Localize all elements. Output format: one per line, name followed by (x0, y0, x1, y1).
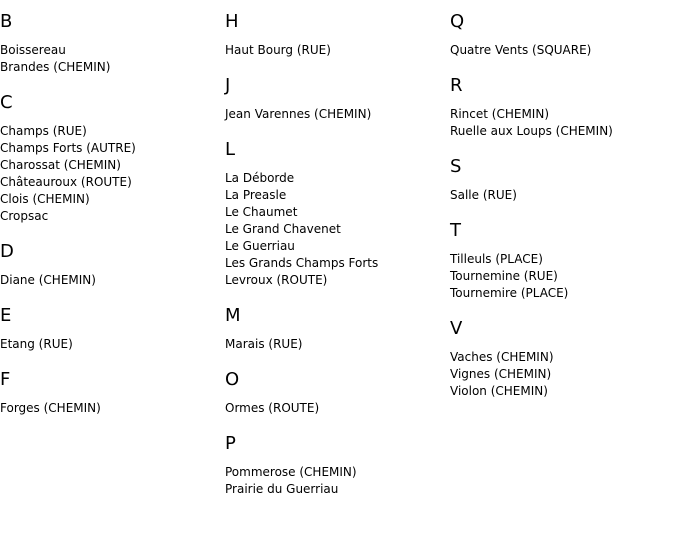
letter-heading: F (0, 369, 11, 390)
street-link[interactable]: Prairie du Guerriau (225, 482, 339, 496)
letter-heading: J (225, 75, 231, 96)
street-link[interactable]: Tournemire (PLACE) (450, 286, 569, 300)
letter-heading: H (225, 11, 239, 32)
letter-group-b (0, 11, 220, 76)
street-link[interactable]: Salle (RUE) (450, 188, 517, 202)
street-link[interactable]: Pommerose (CHEMIN) (225, 465, 357, 479)
street-link[interactable]: Châteauroux (ROUTE) (0, 175, 132, 189)
street-link[interactable]: Etang (RUE) (0, 337, 73, 351)
street-link[interactable]: Ruelle aux Loups (CHEMIN) (450, 124, 613, 138)
letter-heading: S (450, 156, 462, 177)
street-link[interactable]: Boissereau (0, 43, 66, 57)
letter-heading: C (0, 92, 13, 113)
letter-group-p (225, 433, 445, 498)
letter-group-e (0, 305, 220, 353)
letter-group-j (225, 75, 445, 123)
letter-heading: L (225, 139, 236, 160)
street-link[interactable]: Le Guerriau (225, 239, 295, 253)
street-link[interactable]: Vaches (CHEMIN) (450, 350, 554, 364)
street-link[interactable]: Brandes (CHEMIN) (0, 60, 111, 74)
street-index-column-1 (0, 11, 220, 433)
street-link[interactable]: Tournemine (RUE) (450, 269, 558, 283)
street-link[interactable]: Champs Forts (AUTRE) (0, 141, 136, 155)
letter-heading: T (450, 220, 461, 241)
street-link[interactable]: Charossat (CHEMIN) (0, 158, 121, 172)
letter-heading: Q (450, 11, 465, 32)
letter-heading: B (0, 11, 13, 32)
street-link[interactable]: Jean Varennes (CHEMIN) (225, 107, 372, 121)
street-link[interactable]: Ormes (ROUTE) (225, 401, 320, 415)
letter-heading: M (225, 305, 241, 326)
letter-heading: R (450, 75, 463, 96)
letter-heading: O (225, 369, 240, 390)
letter-group-s (450, 156, 670, 204)
letter-heading: D (0, 241, 14, 262)
letter-group-m (225, 305, 445, 353)
letter-group-f (0, 369, 220, 417)
street-index-column-3 (450, 11, 670, 416)
street-link[interactable]: Le Grand Chavenet (225, 222, 341, 236)
letter-group-o (225, 369, 445, 417)
street-link[interactable]: La Preasle (225, 188, 287, 202)
letter-heading: P (225, 433, 236, 454)
street-link[interactable]: Haut Bourg (RUE) (225, 43, 331, 57)
street-link[interactable]: Le Chaumet (225, 205, 298, 219)
letter-heading: V (450, 318, 463, 339)
street-link[interactable]: Champs (RUE) (0, 124, 87, 138)
street-link[interactable]: Les Grands Champs Forts (225, 256, 379, 270)
letter-group-l (225, 139, 445, 289)
letter-group-c (0, 92, 220, 225)
letter-heading: E (0, 305, 12, 326)
street-link[interactable]: Levroux (ROUTE) (225, 273, 328, 287)
street-link[interactable]: Clois (CHEMIN) (0, 192, 90, 206)
street-link[interactable]: Vignes (CHEMIN) (450, 367, 552, 381)
street-link[interactable]: Forges (CHEMIN) (0, 401, 101, 415)
letter-group-v (450, 318, 670, 400)
street-link[interactable]: Diane (CHEMIN) (0, 273, 96, 287)
street-link[interactable]: Rincet (CHEMIN) (450, 107, 549, 121)
letter-group-q (450, 11, 670, 59)
street-link[interactable]: Tilleuls (PLACE) (450, 252, 543, 266)
letter-group-h (225, 11, 445, 59)
street-link[interactable]: La Déborde (225, 171, 295, 185)
letter-group-t (450, 220, 670, 302)
street-link[interactable]: Quatre Vents (SQUARE) (450, 43, 592, 57)
letter-group-d (0, 241, 220, 289)
street-index-column-2 (225, 11, 445, 514)
street-link[interactable]: Marais (RUE) (225, 337, 303, 351)
street-link[interactable]: Violon (CHEMIN) (450, 384, 548, 398)
street-link[interactable]: Cropsac (0, 209, 49, 223)
letter-group-r (450, 75, 670, 140)
